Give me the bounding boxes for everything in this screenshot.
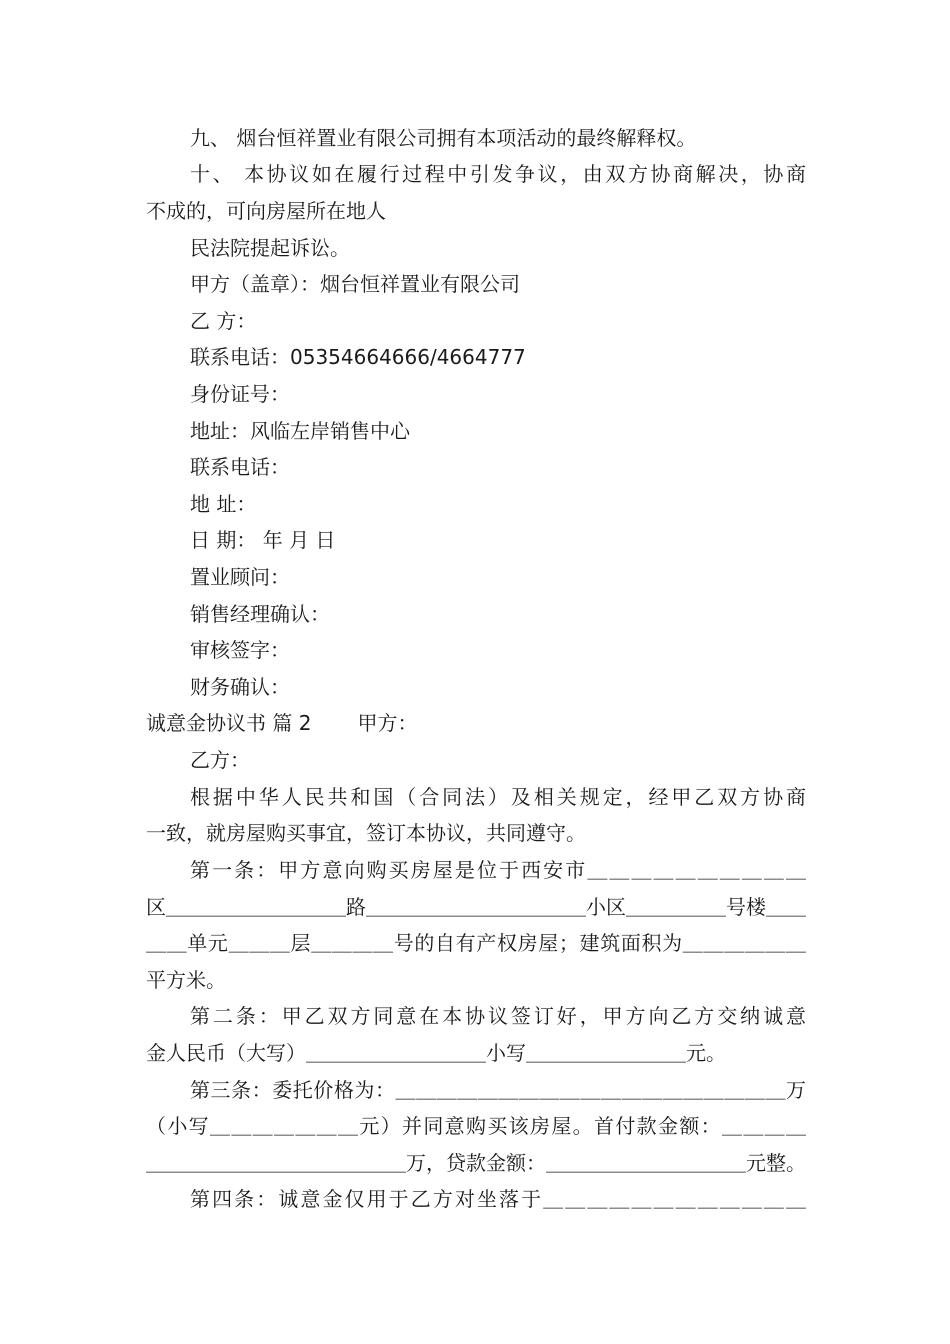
article-three-cont-2: ＿＿＿＿＿＿＿＿＿＿＿＿＿万，贷款金额：＿＿＿＿＿＿＿＿＿＿元整。: [146, 1151, 806, 1175]
section-title-text: 诚意金协议书 篇: [146, 711, 293, 735]
preamble-cont: 一致，就房屋购买事宜，签订本协议，共同遵守。: [146, 821, 586, 845]
finance-confirm: 财务确认：: [190, 675, 290, 699]
contact-phone-b: 联系电话：: [190, 455, 290, 479]
section-party-a: 甲方：: [357, 711, 418, 735]
article-one-cont-1: 区＿＿＿＿＿＿＿＿＿路＿＿＿＿＿＿＿＿＿＿＿小区＿＿＿＿＿号楼＿＿: [146, 895, 806, 919]
contact-phone-label: 联系电话：: [190, 345, 290, 369]
clause-ten-cont: 不成的，可向房屋所在地人: [146, 199, 386, 223]
address-a: 地址：风临左岸销售中心: [190, 419, 410, 443]
article-four: 第四条：诚意金仅用于乙方对坐落于＿＿＿＿＿＿＿＿＿＿＿＿: [190, 1187, 806, 1211]
article-two: 第二条：甲乙双方同意在本协议签订好，甲方向乙方交纳诚意: [190, 1004, 806, 1028]
party-a-seal: 甲方（盖章）：烟台恒祥置业有限公司: [190, 272, 520, 296]
section-title: [146, 709, 806, 737]
review-signature: 审核签字：: [190, 638, 290, 662]
article-one-end: 平方米。: [146, 968, 226, 992]
clause-ten-end: 民法院提起诉讼。: [190, 236, 350, 260]
party-b: 乙 方：: [190, 309, 257, 333]
article-three-cont-1: （小写＿＿＿＿＿＿＿元）并同意购买该房屋。首付款金额：＿＿＿＿: [146, 1114, 806, 1138]
preamble: 根据中华人民共和国（合同法）及相关规定，经甲乙双方协商: [190, 785, 806, 809]
sales-manager-confirm: 销售经理确认：: [190, 602, 330, 626]
date-line: 日 期： 年 月 日: [190, 528, 336, 552]
clause-nine: 九、 烟台恒祥置业有限公司拥有本项活动的最终解释权。: [190, 126, 697, 150]
id-number: 身份证号：: [190, 382, 290, 406]
address-b: 地 址：: [190, 492, 257, 516]
section-number: 2: [298, 711, 312, 735]
contact-phone: [190, 343, 806, 371]
article-two-cont: 金人民币（大写）＿＿＿＿＿＿＿＿＿小写＿＿＿＿＿＿＿＿元。: [146, 1041, 726, 1065]
contact-phone-number: 05354664666/4664777: [290, 345, 526, 369]
article-three: 第三条：委托价格为：＿＿＿＿＿＿＿＿＿＿＿＿＿＿＿＿＿＿＿万: [190, 1078, 806, 1102]
article-one: 第一条：甲方意向购买房屋是位于西安市＿＿＿＿＿＿＿＿＿＿: [190, 858, 806, 882]
sales-consultant: 置业顾问：: [190, 565, 290, 589]
article-one-cont-2: ＿＿单元＿＿＿层＿＿＿＿号的自有产权房屋；建筑面积为＿＿＿＿＿＿: [146, 931, 806, 955]
clause-ten: 十、 本协议如在履行过程中引发争议，由双方协商解决，协商: [190, 162, 806, 186]
section-party-b: 乙方：: [190, 748, 250, 772]
